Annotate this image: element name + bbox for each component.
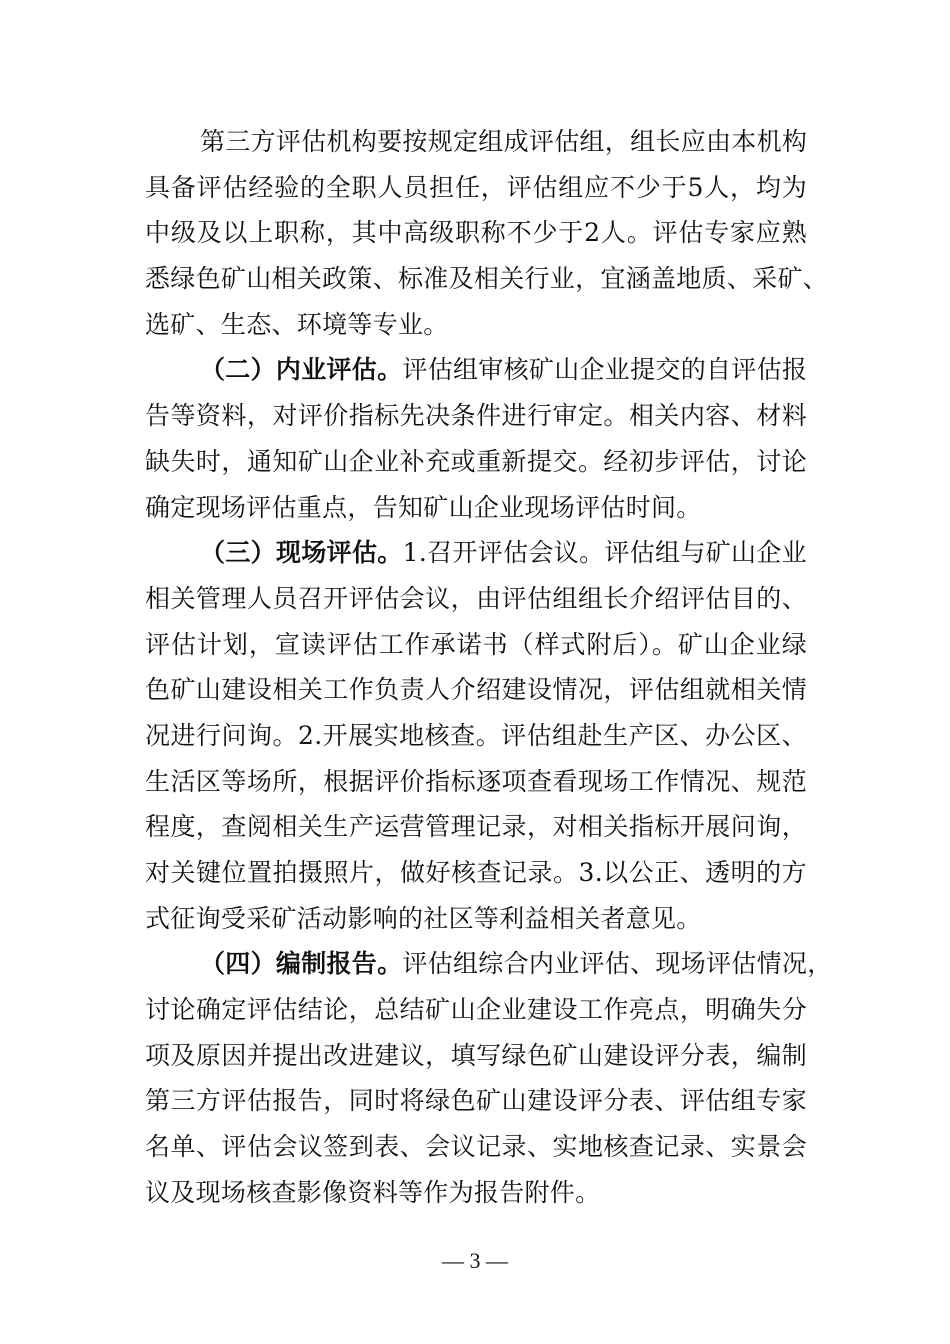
paragraph-text: 评估组审核矿山企业提交的自评估报 — [402, 355, 808, 385]
text-line: 评估计划，宣读评估工作承诺书（样式附后）。矿山企业绿 — [145, 629, 807, 659]
text-line: 中级及以上职称，其中高级职称不少于2人。评估专家应熟 — [145, 218, 807, 248]
text-line: 程度，查阅相关生产运营管理记录，对相关指标开展问询， — [145, 812, 807, 842]
text-line: 生活区等场所，根据评价指标逐项查看现场工作情况、规范 — [145, 766, 807, 796]
text-line — [145, 530, 807, 576]
text-line: 议及现场核查影像资料等作为报告附件。 — [145, 1177, 601, 1207]
text-line: 式征询受采矿活动影响的社区等利益相关者意见。 — [145, 903, 702, 933]
paragraph-text: 评估组综合内业评估、现场评估情况， — [402, 949, 833, 979]
text-line — [145, 347, 807, 393]
text-line: 况进行问询。2.开展实地核查。评估组赴生产区、办公区、 — [145, 720, 807, 750]
text-line: 名单、评估会议签到表、会议记录、实地核查记录、实景会 — [145, 1132, 807, 1162]
paragraph-report-preparation — [145, 941, 833, 1215]
paragraph-text: 1.召开评估会议。评估组与矿山企业 — [402, 538, 807, 568]
paragraph-onsite-evaluation — [145, 530, 807, 941]
text-line: 告等资料，对评价指标先决条件进行审定。相关内容、材料 — [145, 401, 807, 431]
section-heading: （三）现场评估。 — [200, 538, 403, 568]
text-line: 选矿、生态、环境等专业。 — [145, 309, 449, 339]
text-line — [145, 941, 833, 987]
text-line: 确定现场评估重点，告知矿山企业现场评估时间。 — [145, 492, 702, 522]
text-line: 具备评估经验的全职人员担任，评估组应不少于5人，均为 — [145, 172, 807, 202]
text-line: 相关管理人员召开评估会议，由评估组组长介绍评估目的、 — [145, 583, 807, 613]
page-number: — 3 — — [442, 1248, 508, 1273]
paragraph-internal-evaluation — [145, 347, 807, 530]
section-heading: （四）编制报告。 — [200, 949, 403, 979]
text-line: 悉绿色矿山相关政策、标准及相关行业，宜涵盖地质、采矿、 — [145, 264, 829, 294]
section-heading: （二）内业评估。 — [200, 355, 403, 385]
text-line: 第三方评估机构要按规定组成评估组，组长应由本机构 — [200, 127, 808, 156]
text-line: 项及原因并提出改进建议，填写绿色矿山建设评分表，编制 — [145, 1040, 807, 1070]
text-line: 第三方评估报告，同时将绿色矿山建设评分表、评估组专家 — [145, 1086, 807, 1116]
document-body — [145, 119, 833, 1216]
text-line: 对关键位置拍摄照片，做好核查记录。3.以公正、透明的方 — [145, 858, 807, 887]
text-line: 讨论确定评估结论，总结矿山企业建设工作亮点，明确失分 — [145, 995, 807, 1025]
paragraph-evaluation-team — [145, 119, 829, 347]
text-line: 缺失时，通知矿山企业补充或重新提交。经初步评估，讨论 — [145, 446, 807, 476]
text-line: 色矿山建设相关工作负责人介绍建设情况，评估组就相关情 — [145, 675, 807, 705]
